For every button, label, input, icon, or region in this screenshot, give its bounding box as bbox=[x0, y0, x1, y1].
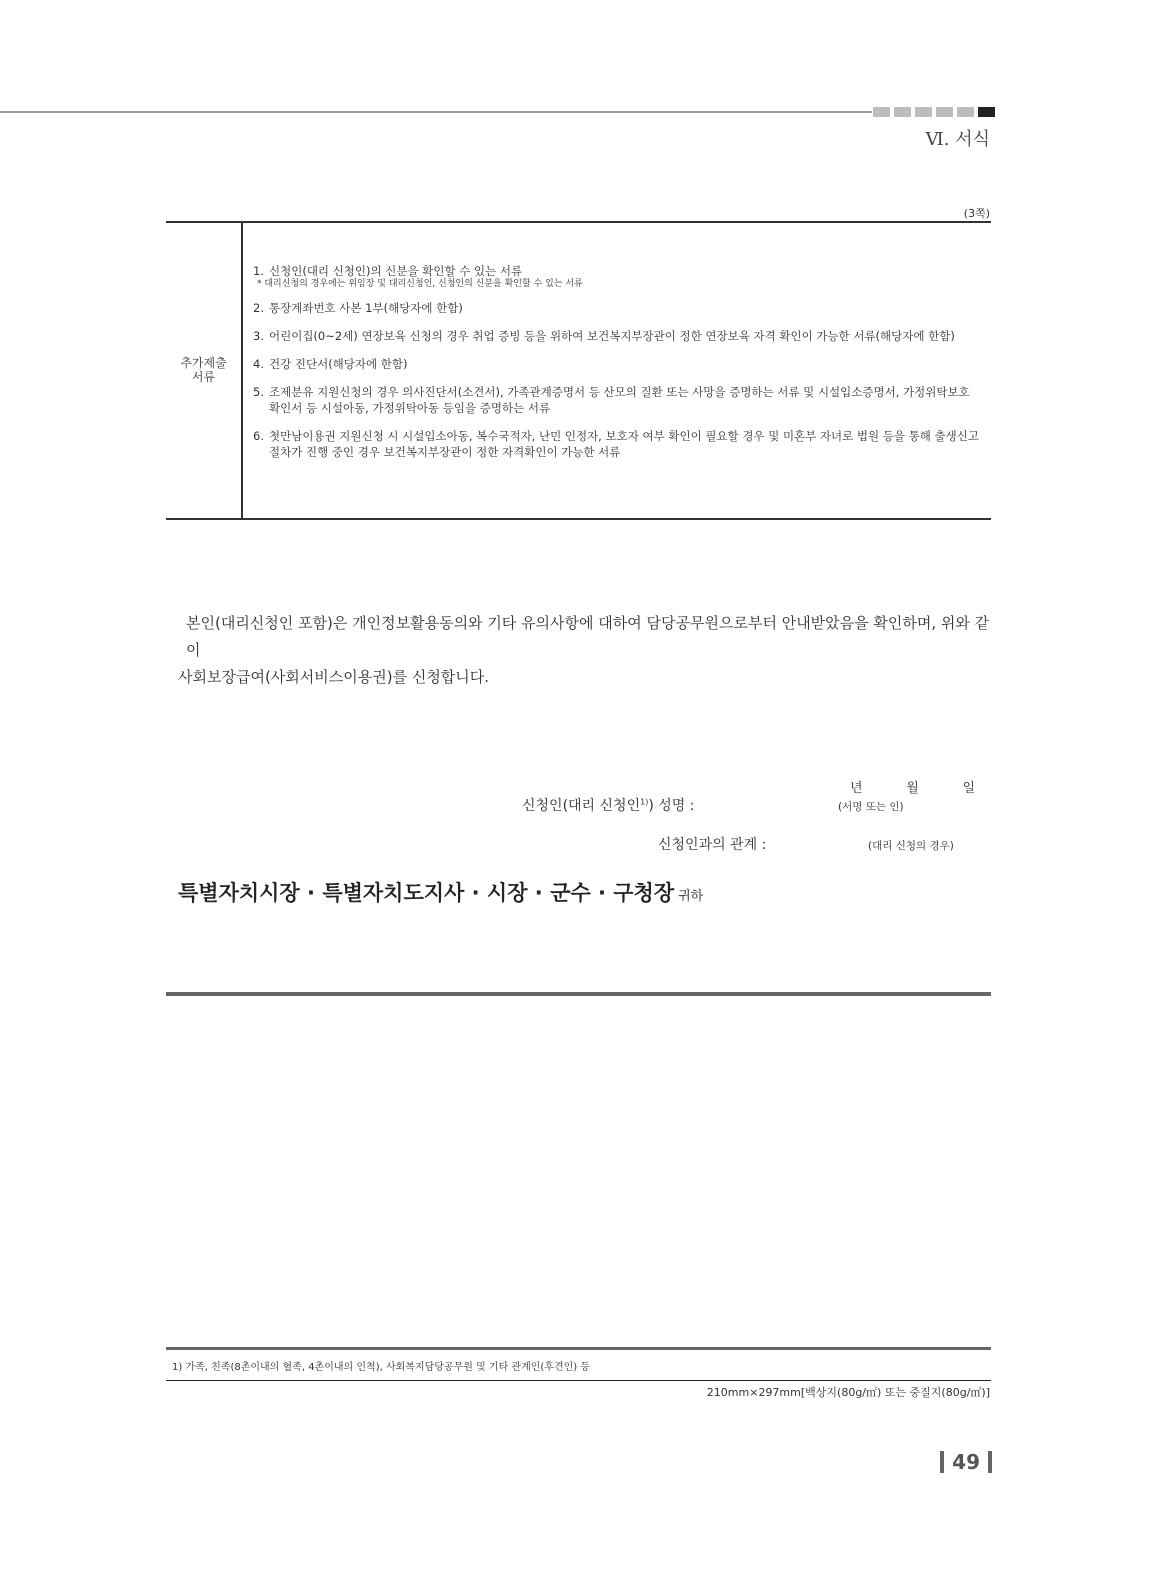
list-item bbox=[253, 428, 988, 460]
item-text: 건강 진단서(해당자에 한함) bbox=[269, 357, 408, 371]
page-number-text: 49 bbox=[952, 1450, 980, 1474]
item-number: 4. bbox=[253, 357, 264, 371]
item-text-continued: 절차가 진행 중인 경우 보건복지부장관이 정한 자격확인이 가능한 서류 bbox=[269, 445, 621, 459]
decor-square bbox=[957, 107, 974, 117]
relation-hint: (대리 신청의 경우) bbox=[868, 840, 954, 852]
footnote-bottom-rule bbox=[166, 1380, 991, 1381]
applicant-label-end: ) 성명 : bbox=[648, 798, 695, 814]
page-number bbox=[940, 1450, 992, 1474]
relation-label: 신청인과의 관계 : bbox=[658, 837, 767, 853]
decor-square bbox=[915, 107, 932, 117]
list-item bbox=[253, 384, 988, 416]
decor-square-dark bbox=[978, 107, 995, 117]
addressee bbox=[178, 877, 703, 907]
table-column-divider bbox=[241, 223, 243, 518]
item-text: 조제분유 지원신청의 경우 의사진단서(소견서), 가족관계증명서 등 산모의 질환 또는 사망을 증명하는 서류 및 시설입소증명서, 가정위탁보호 bbox=[269, 385, 970, 399]
form-end-rule bbox=[166, 992, 991, 996]
declaration-paragraph bbox=[178, 610, 998, 691]
decor-square bbox=[873, 107, 890, 117]
applicant-name-label bbox=[522, 795, 694, 815]
date-day-label: 일 bbox=[962, 781, 975, 796]
date-fields bbox=[850, 777, 975, 796]
item-text-continued: 확인서 등 시설아동, 가정위탁아동 등임을 증명하는 서류 bbox=[269, 401, 551, 415]
decor-square bbox=[936, 107, 953, 117]
chapter-title: Ⅵ. 서식 bbox=[925, 129, 990, 150]
list-item bbox=[253, 300, 988, 316]
row-label-additional-documents bbox=[166, 356, 241, 384]
item-note: * 대리신청의 경우에는 위임장 및 대리신청인, 신청인의 신분을 확인할 수 있는 서류 bbox=[257, 279, 583, 289]
signature-hint: (서명 또는 인) bbox=[838, 801, 904, 813]
item-number: 5. bbox=[253, 385, 264, 399]
list-item bbox=[253, 328, 988, 344]
footnote-ref: 1) bbox=[640, 797, 649, 807]
table-top-border bbox=[166, 221, 991, 223]
item-text: 통장계좌번호 사본 1부(해당자에 한함) bbox=[269, 301, 463, 315]
header-decoration bbox=[873, 107, 995, 117]
applicant-label-text: 신청인(대리 신청인 bbox=[522, 798, 641, 814]
addressee-title: 특별자치시장 · 특별자치도지사 · 시장 · 군수 · 구청장 bbox=[178, 881, 675, 905]
item-number: 3. bbox=[253, 329, 264, 343]
list-item bbox=[253, 356, 988, 372]
row-label-line: 추가제출 bbox=[180, 356, 227, 370]
row-label-line: 서류 bbox=[191, 370, 216, 384]
date-month-label: 월 bbox=[906, 781, 919, 796]
footnote: 1) 가족, 친족(8촌이내의 혈족, 4촌이내의 인척), 사회복지담당공무원 및 기타 관계인(후견인) 등 bbox=[172, 1362, 591, 1373]
footnote-rule bbox=[166, 1347, 991, 1350]
item-text: 어린이집(0~2세) 연장보육 신청의 경우 취업 증빙 등을 위하여 보건복지부장관이 정한 연장보육 자격 확인이 가능한 서류(해당자에 한함) bbox=[269, 329, 955, 343]
form-page-marker: (3쪽) bbox=[963, 207, 990, 220]
header-rule bbox=[0, 111, 872, 113]
date-year-label: 년 bbox=[850, 781, 863, 796]
declaration-line: 사회보장급여(사회서비스이용권)를 신청합니다. bbox=[178, 668, 490, 686]
item-number: 6. bbox=[253, 429, 264, 443]
decor-square bbox=[894, 107, 911, 117]
item-text: 신청인(대리 신청인)의 신분을 확인할 수 있는 서류 bbox=[269, 264, 523, 278]
declaration-line: 본인(대리신청인 포함)은 개인정보활용동의와 기타 유의사항에 대하여 담당공무원으로부터 안내받았음을 확인하며, 위와 같이 bbox=[186, 614, 990, 659]
page-bar-right bbox=[988, 1451, 992, 1473]
item-text: 첫만남이용권 지원신청 시 시설입소아동, 복수국적자, 난민 인정자, 보호자 여부 확인이 필요할 경우 및 미혼부 자녀로 법원 등을 통해 출생신고 bbox=[269, 429, 979, 443]
document-list bbox=[253, 263, 988, 472]
paper-spec: 210mm×297mm[백상지(80g/㎡) 또는 중질지(80g/㎡)] bbox=[706, 1386, 990, 1399]
table-bottom-border bbox=[166, 518, 991, 520]
page-bar-left bbox=[940, 1451, 944, 1473]
addressee-suffix: 귀하 bbox=[678, 889, 704, 904]
list-item bbox=[253, 263, 988, 290]
item-number: 2. bbox=[253, 301, 264, 315]
item-number: 1. bbox=[253, 264, 264, 278]
